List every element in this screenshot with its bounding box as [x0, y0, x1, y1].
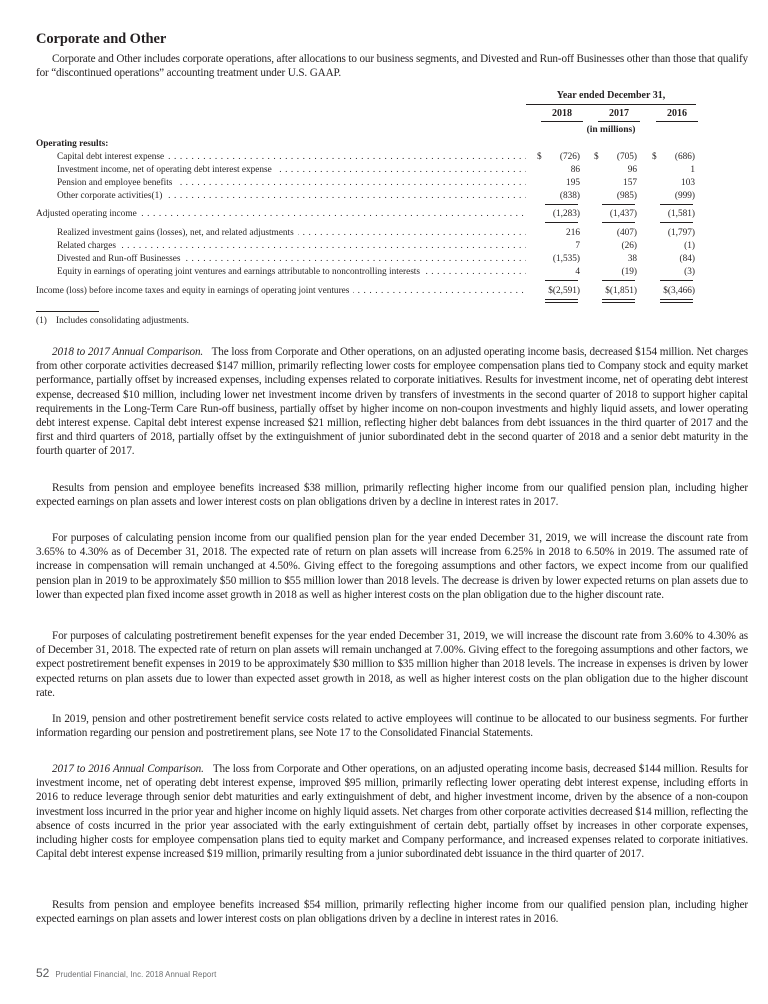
total-rule	[660, 280, 693, 281]
cell-2016: (999)	[674, 191, 695, 201]
footnote	[36, 316, 189, 326]
column-header-2016: 2016	[656, 108, 698, 122]
table-row	[36, 190, 748, 203]
footnote-text: Includes consolidating adjustments.	[56, 316, 189, 326]
cell-2017: 38	[627, 254, 637, 264]
subtotal-rule	[545, 204, 578, 205]
cell-2016: (84)	[679, 254, 695, 264]
currency-symbol: $	[537, 152, 542, 162]
table-row	[36, 227, 748, 240]
cell-2017: $(1,851)	[605, 286, 637, 296]
row-label: Related charges	[57, 241, 120, 251]
intro-paragraph: Corporate and Other includes corporate operations, after allocations to our business segments, and Divested and Run-off Businesses other than those that qualify for “discontinued operations” accounting treatment under U.S. GAAP.	[36, 53, 748, 80]
cell-2017: (985)	[616, 191, 637, 201]
subtotal-rule	[602, 204, 635, 205]
table-header-group: Year ended December 31,	[526, 90, 696, 105]
cell-2016: 103	[681, 178, 695, 188]
row-label: Equity in earnings of operating joint ventures and earnings attributable to noncontrolling interests	[57, 267, 424, 277]
table-row	[36, 177, 748, 190]
subtotal-rule	[545, 222, 578, 223]
table-row	[36, 164, 748, 177]
column-header-2017: 2017	[598, 108, 640, 122]
currency-symbol: $	[594, 152, 599, 162]
paragraph-lead: 2017 to 2016 Annual Comparison.	[52, 763, 204, 775]
cell-2018: 216	[566, 228, 580, 238]
row-label: Divested and Run-off Businesses	[57, 254, 185, 264]
cell-2017: 96	[627, 165, 637, 175]
page-number: 52	[36, 966, 50, 980]
row-label: Realized investment gains (losses), net, and related adjustments	[57, 228, 298, 238]
paragraph-lead: 2018 to 2017 Annual Comparison.	[52, 346, 204, 358]
row-label: Investment income, net of operating debt interest expense	[57, 165, 276, 175]
cell-2016: (1,581)	[667, 209, 695, 219]
cell-2018: (726)	[559, 152, 580, 162]
cell-2017: (26)	[621, 241, 637, 251]
table-row	[36, 240, 748, 253]
currency-symbol: $	[652, 152, 657, 162]
service-costs-paragraph: In 2019, pension and other postretirement benefit service costs related to active employees will continue to be allocated to our business segments. For further information regarding our pension and postretirement plans, see Note 17 to the Consolidated Financial Statements.	[36, 713, 748, 740]
footnote-divider	[36, 311, 99, 312]
total-double-rule	[660, 299, 693, 303]
cell-2018: (838)	[559, 191, 580, 201]
pension-benefits-2018-paragraph: Results from pension and employee benefits increased $38 million, primarily reflecting higher income from our qualified pension plan, including higher expected earnings on plan assets and lower interest costs on plan obligations driven by a decline in interest rates in 2017.	[36, 482, 748, 509]
row-label: Adjusted operating income	[36, 209, 141, 219]
table-row-total	[36, 285, 748, 298]
cell-2018: 7	[575, 241, 580, 251]
row-label: Pension and employee benefits	[57, 178, 176, 188]
cell-2016: (1)	[684, 241, 695, 251]
cell-2016: (3)	[684, 267, 695, 277]
section-title: Corporate and Other	[36, 31, 167, 47]
cell-2018: 4	[575, 267, 580, 277]
table-row	[36, 266, 748, 279]
comparison-2017-2016-paragraph: 2017 to 2016 Annual Comparison. The loss from Corporate and Other operations, on an adjusted operating income basis, decreased $144 million. Results for investment income, net of operating debt interest expense, improved $95 million, primarily reflecting lower operating debt interest expense, including efforts in 2016 to reduce leverage through senior debt maturities and early extinguishment of debt, and higher investment income, driven by the absence of a non-coupon investment loss incurred in the prior year and higher income on highly liquid assets. Net charges from other corporate activities decreased $14 million, reflecting the absence of costs incurred in the prior year associated with the early extinguishment of certain debt, partially offset by increases in other corporate expenses, including higher costs for employee compensation plans tied to equity market and Company performance, and increased expenses related to corporate initiatives. Capital debt interest expense increased $19 million, primarily resulting from a junior subordinated debt issuance in the third quarter of 2017.	[36, 763, 748, 861]
postretirement-outlook-paragraph: For purposes of calculating postretirement benefit expenses for the year ended December 31, 2019, we will increase the discount rate from 3.60% to 4.30% as of December 31, 2018. The expected rate of return on plan assets will remain unchanged at 7.00%. Giving effect to the foregoing assumptions and other factors, we expect postretirement benefit expenses in 2019 to be approximately $30 million to $35 million higher than 2018 levels. The increase in expenses is driven by lower expected returns on plan assets due to lower than expected asset growth in 2018, as well as higher interest costs on the plan obligation due to the higher discount rate.	[36, 630, 748, 699]
table-units: (in millions)	[586, 125, 636, 135]
row-label: Other corporate activities(1)	[57, 191, 166, 201]
pension-income-outlook-paragraph: For purposes of calculating pension income from our qualified pension plan for the year ended December 31, 2019, we will increase the discount rate from 3.65% to 4.30% as of December 31, 2018. The expected rate of return on plan assets will increase from 6.25% in 2018 to 6.50% in 2019. The assumed rate of increase in compensation will remain unchanged at 4.50%. Giving effect to the foregoing assumptions and other factors, we expect income from our qualified pension plan in 2019 to be approximately $50 million to $55 million lower than 2018 levels. The decrease is driven by lower expected returns on plan assets due to lower than expected plan fixed income asset growth in 2018 as well as higher interest costs on the plan obligation due to the higher discount rate.	[36, 532, 748, 601]
cell-2018: 195	[566, 178, 580, 188]
cell-2018: 86	[570, 165, 580, 175]
cell-2017: (19)	[621, 267, 637, 277]
cell-2018: (1,283)	[552, 209, 580, 219]
table-section-label: Operating results:	[36, 138, 748, 151]
total-rule	[602, 280, 635, 281]
report-name: Prudential Financial, Inc. 2018 Annual Report	[55, 970, 217, 979]
total-double-rule	[602, 299, 635, 303]
cell-2017: 157	[623, 178, 637, 188]
cell-2016: (1,797)	[667, 228, 695, 238]
total-double-rule	[545, 299, 578, 303]
subtotal-rule	[602, 222, 635, 223]
row-label: Capital debt interest expense	[57, 152, 168, 162]
cell-2016: $(3,466)	[663, 286, 695, 296]
cell-2017: (407)	[616, 228, 637, 238]
subtotal-rule	[660, 204, 693, 205]
cell-2018: (1,535)	[552, 254, 580, 264]
table-row	[36, 151, 748, 164]
cell-2017: (705)	[616, 152, 637, 162]
pension-benefits-2017-paragraph: Results from pension and employee benefits increased $54 million, primarily reflecting higher income from our qualified pension plan, including higher expected earnings on plan assets and lower interest costs on plan obligations driven by a decline in interest rates in 2016.	[36, 899, 748, 926]
total-rule	[545, 280, 578, 281]
column-header-2018: 2018	[541, 108, 583, 122]
cell-2018: $(2,591)	[548, 286, 580, 296]
comparison-2018-2017-paragraph: 2018 to 2017 Annual Comparison. The loss from Corporate and Other operations, on an adjusted operating income basis, decreased $154 million. Net charges from other corporate activities decreased $147 million, primarily reflecting lower costs for employee compensation plans tied to Company stock and equity market performance, partially offset by increased expenses, including expenses related to corporate initiatives. Results for investment income, net of operating debt interest expense, decreased $10 million, including lower net investment income driven by transfers of investments in the second quarter of 2018 to support higher capital requirements in the Long-Term Care Run-off business, partially offset by higher income on non-coupon investments and highly liquid assets, and lower operating debt interest expense. Capital debt interest expense increased $21 million, reflecting higher debt balances from debt issuances in the third quarter of 2017 and the first and third quarters of 2018, partially offset by the extinguishment of junior subordinated debt in the second quarter of 2018 and a senior debt maturity in the fourth quarter of 2017.	[36, 346, 748, 458]
table-row-subtotal	[36, 208, 748, 221]
footnote-mark: (1)	[36, 316, 47, 326]
table-row	[36, 253, 748, 266]
cell-2016: 1	[690, 165, 695, 175]
subtotal-rule	[660, 222, 693, 223]
cell-2016: (686)	[674, 152, 695, 162]
row-label: Income (loss) before income taxes and equity in earnings of operating joint ventures	[36, 286, 353, 296]
page-footer	[36, 964, 216, 982]
cell-2017: (1,437)	[609, 209, 637, 219]
